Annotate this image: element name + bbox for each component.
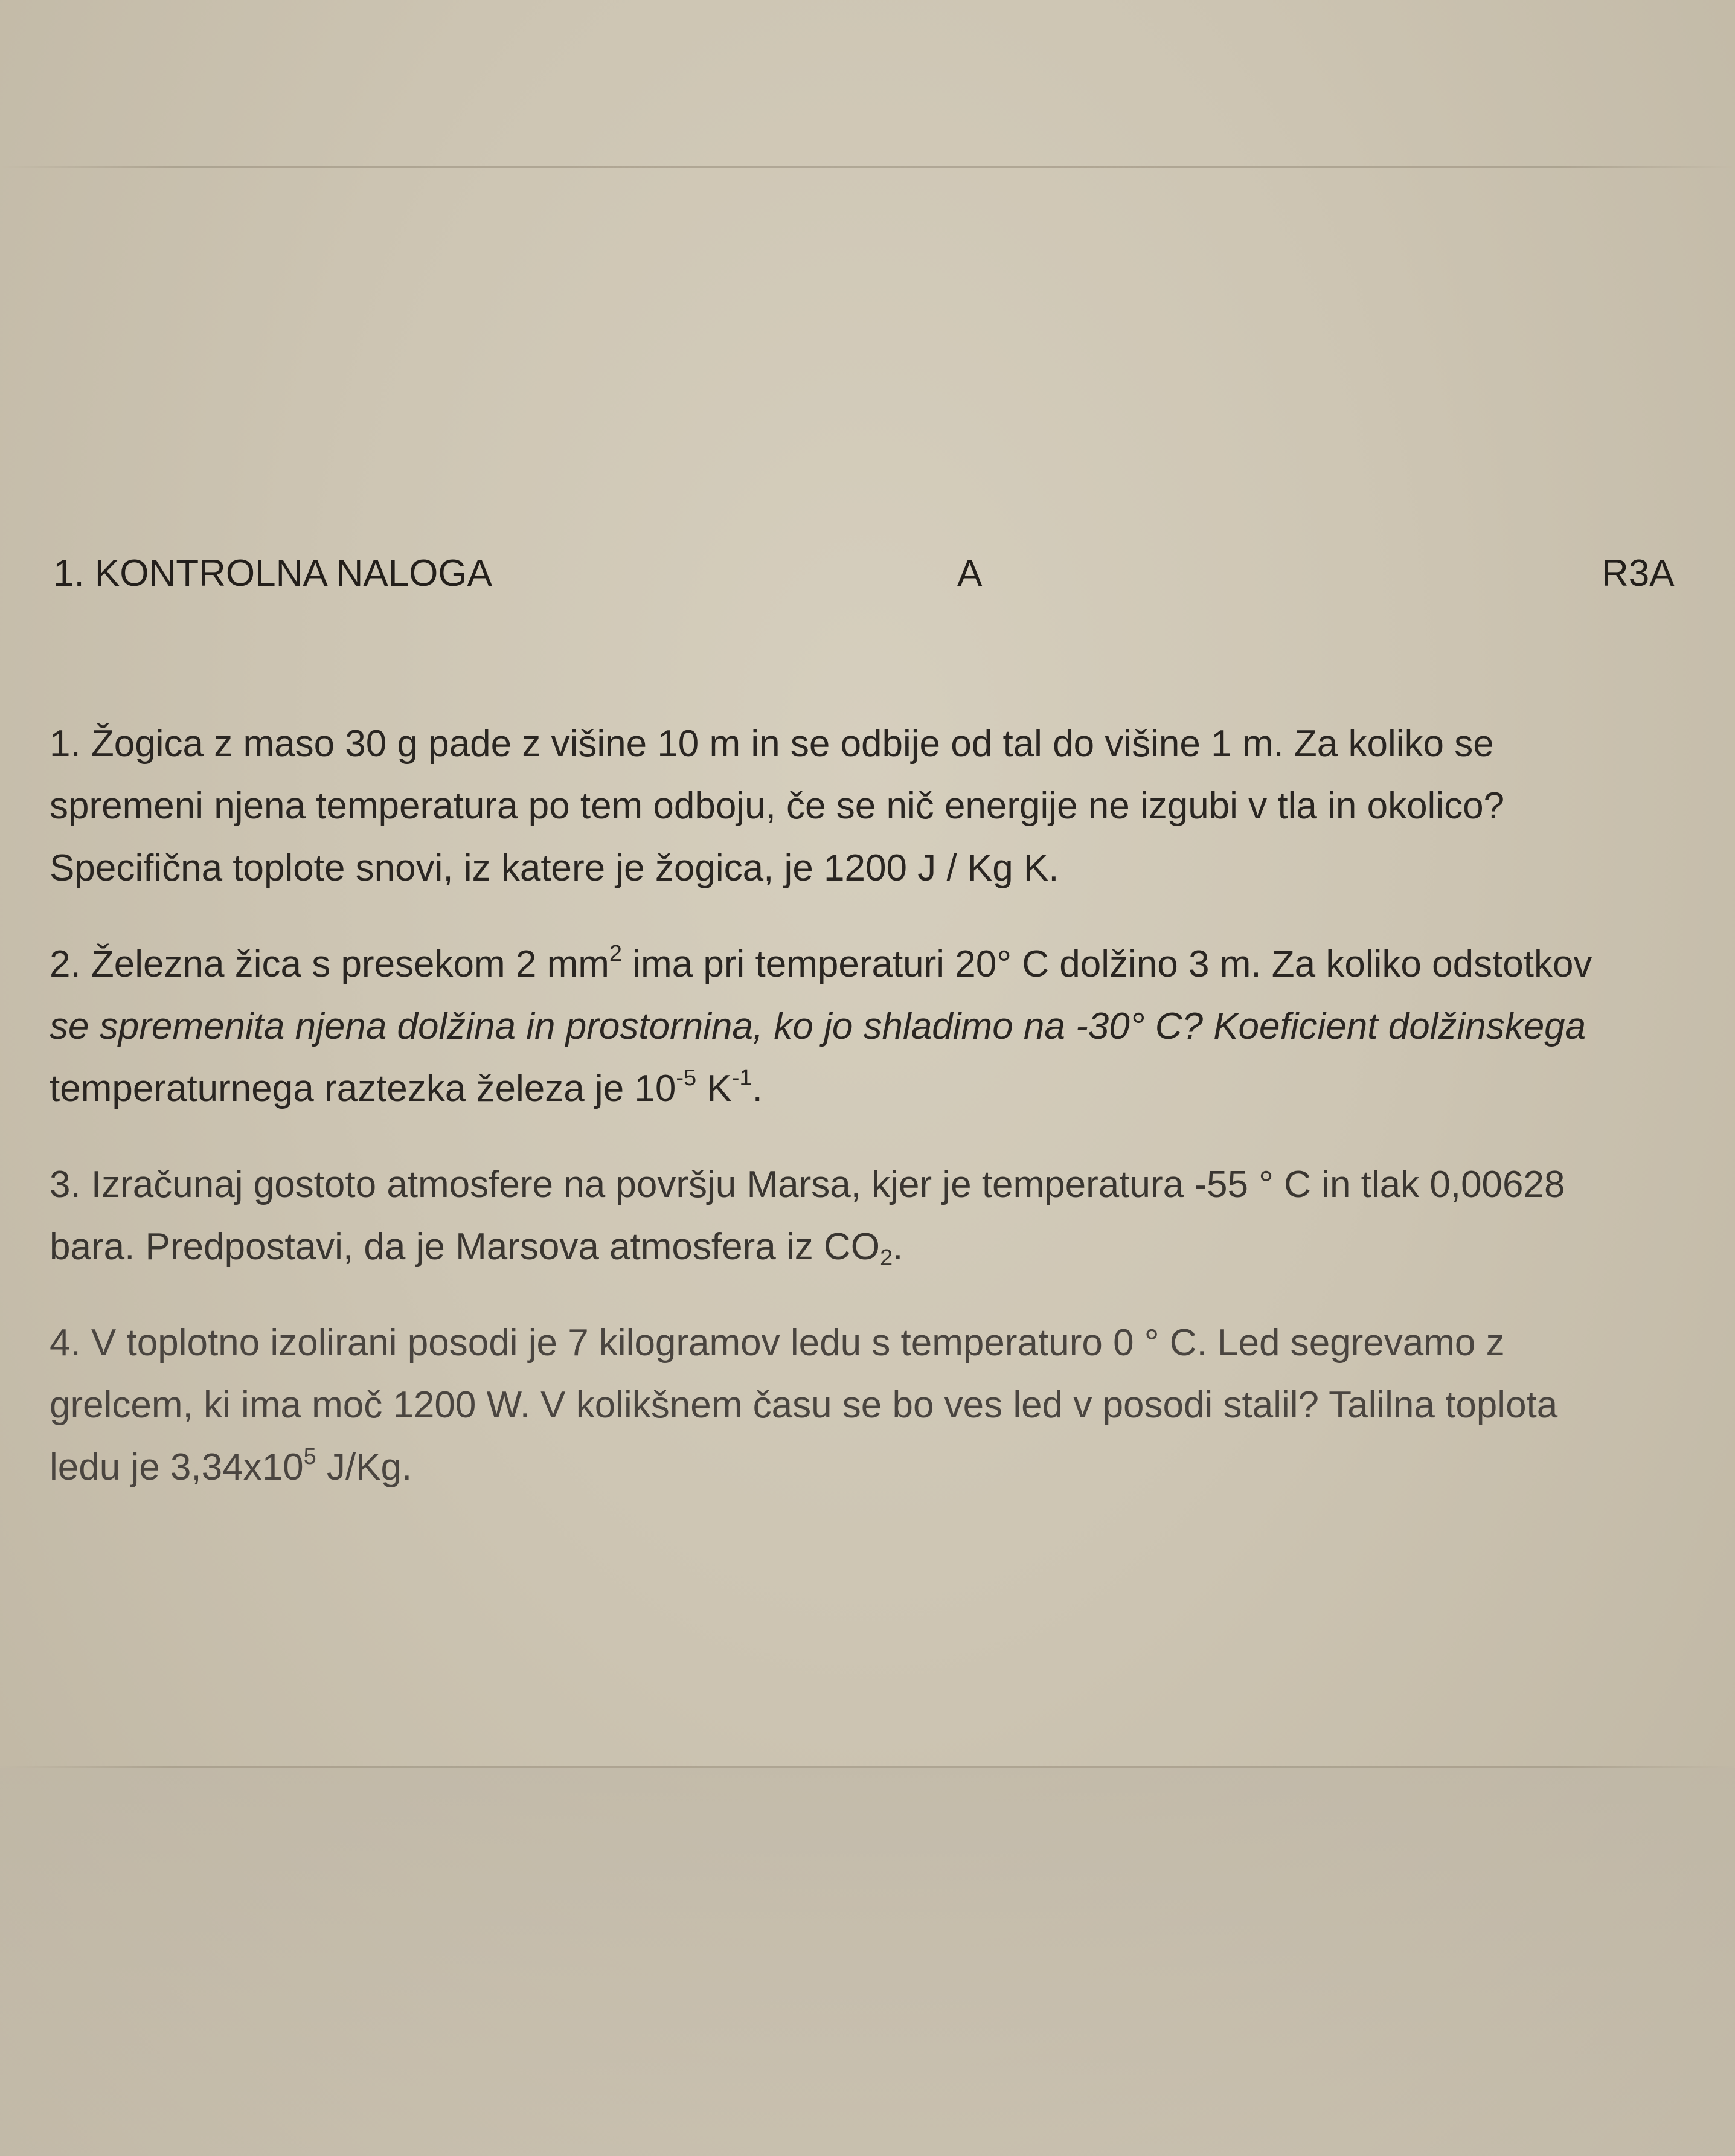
question-4-line-3-sup: 5 (303, 1444, 316, 1469)
question-1-line-3: Specifična toplote snovi, iz katere je žogica, je 1200 J / Kg K. (50, 847, 1059, 889)
question-list (50, 713, 1716, 1532)
question-4 (50, 1312, 1716, 1498)
question-1-line-2: spremeni njena temperatura po tem odboju, če se nič energije ne izgubi v tla in okolico? (50, 785, 1505, 827)
question-4-line-3-text-a: ledu je 3,34x10 (50, 1446, 304, 1488)
paper-fold-top (0, 166, 1735, 168)
question-2-line-3-sup-1: -5 (676, 1065, 697, 1091)
question-2-line-1-text-a: 2. Železna žica s presekom 2 mm (50, 943, 609, 985)
question-4-line-3-text-b: J/Kg. (316, 1446, 412, 1488)
paper-lower-shadow (0, 1768, 1735, 2156)
class-code: R3A (1602, 553, 1675, 594)
paper-fold-bottom (0, 1766, 1735, 1768)
test-variant: A (957, 553, 983, 594)
question-4-line-2: grelcem, ki ima moč 1200 W. V kolikšnem času se bo ves led v posodi stalil? Talilna toplota (50, 1384, 1558, 1426)
question-3 (50, 1153, 1716, 1278)
question-3-line-2-text-a: bara. Predpostavi, da je Marsova atmosfera iz CO (50, 1226, 880, 1268)
question-2-line-3 (50, 1057, 1716, 1120)
question-2-line-3-text-b: K (696, 1068, 732, 1109)
question-2-line-3-text-c: . (752, 1068, 763, 1109)
question-4-line-3 (50, 1436, 1716, 1498)
question-3-line-2-text-b: . (893, 1226, 903, 1268)
question-2-line-2: se spremenita njena dolžina in prostornina, ko jo shladimo na -30° C? Koeficient dolžinskega (50, 1006, 1586, 1047)
test-title: 1. KONTROLNA NALOGA (53, 553, 492, 594)
question-4-line-1: 4. V toplotno izolirani posodi je 7 kilogramov ledu s temperaturo 0 ° C. Led segrevamo z (50, 1322, 1505, 1364)
question-2-line-3-text-a: temperaturnega raztezka železa je 10 (50, 1068, 676, 1109)
question-2 (50, 933, 1716, 1120)
question-3-line-2 (50, 1216, 1716, 1278)
question-3-line-2-sub: 2 (879, 1245, 893, 1271)
question-1-line-1: 1. Žogica z maso 30 g pade z višine 10 m in se odbije od tal do višine 1 m. Za koliko se (50, 723, 1494, 765)
question-1 (50, 713, 1716, 899)
question-2-line-1 (50, 933, 1716, 995)
question-2-line-3-sup-2: -1 (731, 1065, 752, 1091)
question-3-line-1: 3. Izračunaj gostoto atmosfere na površju Marsa, kjer je temperatura -55 ° C in tlak 0,00628 (50, 1164, 1565, 1205)
question-2-line-1-sup: 2 (609, 941, 623, 966)
question-2-line-1-text-b: ima pri temperaturi 20° C dolžino 3 m. Za koliko odstotkov (622, 943, 1592, 985)
